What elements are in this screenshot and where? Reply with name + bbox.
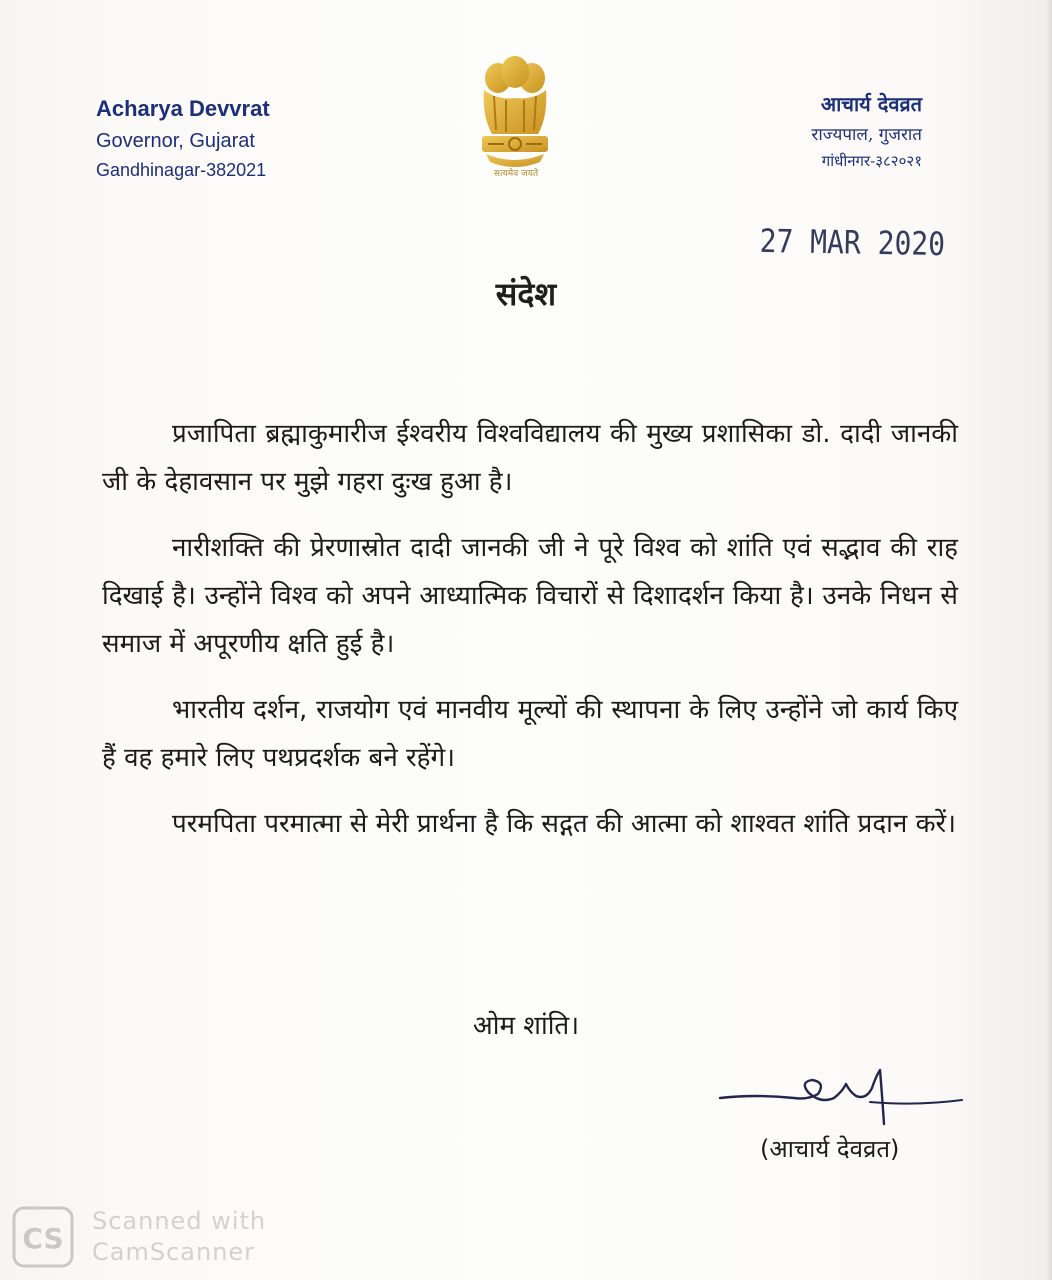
camscanner-logo-icon [12,1206,74,1268]
emblem-motto: सत्यमेव जयते [493,169,539,179]
handwritten-signature [716,1064,966,1134]
body-paragraph: परमपिता परमात्मा से मेरी प्रार्थना है कि सद्गत की आत्मा को शाश्वत शांति प्रदान करें। [172,809,957,839]
watermark-line1: Scanned with [92,1207,267,1235]
letterhead-city-en: Gandhinagar-382021 [96,160,267,181]
closing-line: ओम शांति। [472,1011,580,1041]
scanner-watermark [12,1204,282,1274]
letterhead-city-hi: गांधीनगर-३८२०२१ [821,152,922,171]
svg-text:CS: CS [22,1222,64,1255]
message-body [102,410,958,866]
letterhead-name-hi: आचार्य देवव्रत [820,92,922,116]
letterhead-hindi [811,88,922,174]
body-paragraph: भारतीय दर्शन, राजयोग एवं मानवीय मूल्यों की स्थापना के लिए उन्होंने जो कार्य किए हैं वह हमारे लिए पथप्रदर्शक बने रहेंगे। [102,695,958,773]
national-emblem-icon [474,56,556,184]
watermark-text [92,1206,266,1268]
page-edge-shadow [1046,0,1052,1280]
date-stamp: 27 MAR 2020 [759,222,946,264]
letterhead-title-en: Governor, Gujarat [96,130,255,153]
signatory-name: (आचार्य देवव्रत) [760,1135,900,1163]
letterhead-name-en: Acharya Devvrat [96,96,270,121]
watermark-line2: CamScanner [92,1238,256,1266]
body-paragraph: प्रजापिता ब्रह्माकुमारीज ईश्वरीय विश्वविद्यालय की मुख्य प्रशासिका डो. दादी जानकी जी के देहावसान पर मुझे गहरा दुःख हुआ है। [102,419,958,497]
message-heading: संदेश [495,275,557,313]
letterhead-english [96,92,270,185]
letterhead-title-hi: राज्यपाल, गुजरात [811,125,922,145]
body-paragraph: नारीशक्ति की प्रेरणास्रोत दादी जानकी जी ने पूरे विश्व को शांति एवं सद्भाव की राह दिखाई है। उन्होंने विश्व को अपने आध्यात्मिक विचारों से दिशादर्शन किया है। उनके निधन से समाज में अपूरणीय क्षति हुई है। [102,533,958,659]
